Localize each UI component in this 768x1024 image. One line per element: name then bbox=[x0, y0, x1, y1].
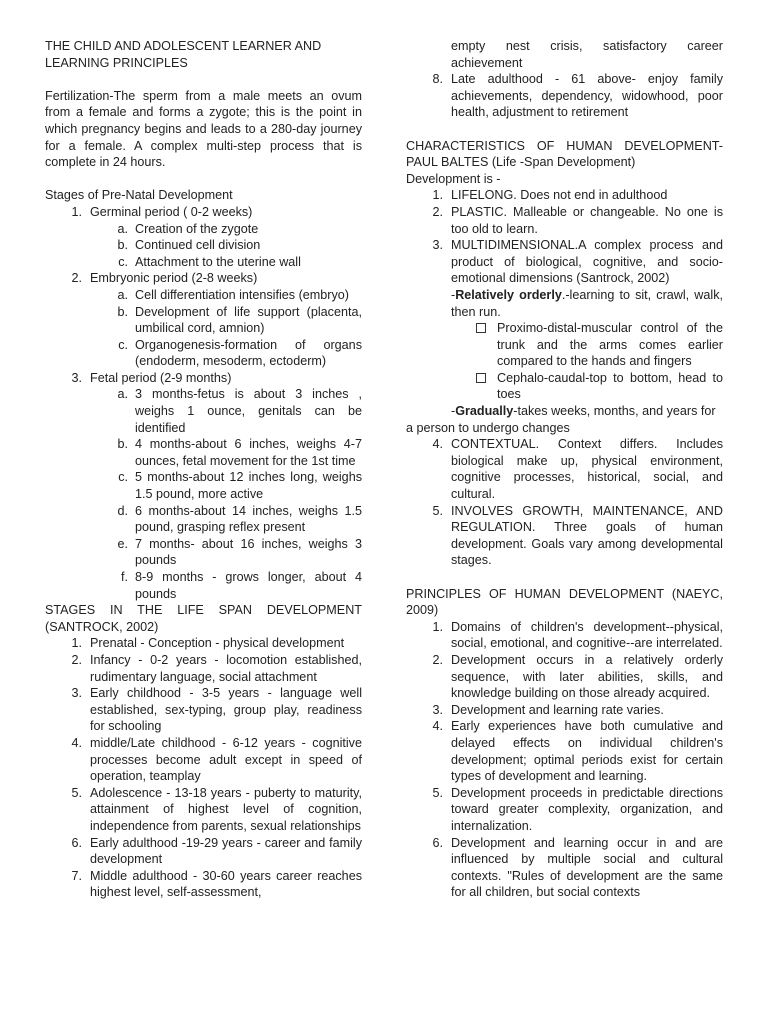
prenatal-heading: Stages of Pre-Natal Development bbox=[45, 188, 233, 203]
lifespan-heading: STAGES IN THE LIFE SPAN DEVELOPMENT (SANTROCK, 2002) bbox=[45, 603, 362, 634]
document-title: THE CHILD AND ADOLESCENT LEARNER AND LEARNING PRINCIPLES bbox=[45, 39, 322, 70]
lifespan-item: 6. Early adulthood -19-29 years - career and family development bbox=[71, 835, 362, 867]
principle-item: 1. Domains of children's development--physical, social, emotional, and cognitive--are interrelated. bbox=[432, 619, 723, 651]
characteristic-item: 3. MULTIDIMENSIONAL.A complex process and product of biological, cognitive, and socio-emotional dimensions (Santrock, 2002) bbox=[432, 238, 723, 286]
prenatal-subitem: a. Cell differentiation intensifies (embryo) bbox=[117, 287, 349, 302]
right-column bbox=[406, 38, 723, 901]
prenatal-subitem: c. Organogenesis-formation of organs (endoderm, mesoderm, ectoderm) bbox=[118, 337, 362, 369]
prenatal-sublist bbox=[90, 386, 362, 602]
characteristic-item: 4. CONTEXTUAL. Context differs. Includes biological make up, physical environment, cognitive processes, historical, social, and cultural. bbox=[432, 437, 723, 502]
checkbox-icon bbox=[476, 323, 486, 333]
development-is-label: Development is - bbox=[406, 171, 501, 186]
characteristics-list-continued bbox=[406, 436, 723, 569]
checkbox-item: Proximo-distal-muscular control of the trunk and the arms comes earlier compared to the hands and fingers bbox=[406, 320, 723, 370]
prenatal-subitem: a. 3 months-fetus is about 3 inches , weighs 1 ounce, genitals can be identified bbox=[117, 387, 362, 435]
lifespan-list-continued bbox=[406, 71, 723, 121]
prenatal-item: 2. Embryonic period (2-8 weeks) a. Cell differentiation intensifies (embryo) b. Development of life support (placenta, umbilical cord, amnion) c. Organogenesis-formation of organs (endoderm, mesoderm, ectoderm) bbox=[71, 271, 362, 369]
principle-item: 4. Early experiences have both cumulative and delayed effects on individual children's development; optimal periods exist for certain types of development and learning. bbox=[432, 719, 723, 784]
principle-item: 3. Development and learning rate varies. bbox=[432, 702, 664, 717]
prenatal-sublist bbox=[90, 287, 362, 370]
characteristics-heading: CHARACTERISTICS OF HUMAN DEVELOPMENT-PAUL BALTES (Life -Span Development) bbox=[406, 138, 723, 170]
lifespan-item: 8. Late adulthood - 61 above- enjoy family achievements, dependency, widowhood, poor health, adjustment to retirement bbox=[432, 72, 723, 120]
prenatal-subitem: c. Attachment to the uterine wall bbox=[118, 254, 301, 269]
characteristics-list bbox=[406, 187, 723, 287]
left-column bbox=[45, 38, 362, 901]
prenatal-subitem: b. 4 months-about 6 inches, weighs 4-7 ounces, fetal movement for the 1st time bbox=[117, 437, 362, 468]
lifespan-list bbox=[45, 635, 362, 901]
checkbox-list bbox=[406, 320, 723, 403]
principle-item: 5. Development proceeds in predictable directions toward greater complexity, organization, and internalization. bbox=[432, 785, 723, 833]
characteristic-item: 1. LIFELONG. Does not end in adulthood bbox=[432, 188, 668, 203]
characteristic-item: 2. PLASTIC. Malleable or changeable. No one is too old to learn. bbox=[432, 204, 723, 236]
prenatal-subitem: f. 8-9 months - grows longer, about 4 pounds bbox=[121, 570, 362, 601]
prenatal-subitem: d. 6 months-about 14 inches, weighs 1.5 pound, grasping reflex present bbox=[117, 503, 362, 535]
prenatal-item: 3. Fetal period (2-9 months) a. 3 months-fetus is about 3 inches , weighs 1 ounce, genitals can be identified b. 4 months-about 6 inches, weighs 4-7 ounces, fetal movement for the 1st time c. 5 months-about 12 inches long, weighs 1.5 pound, more active d. 6 months-about 14 inches, weighs 1.5 pound, grasping reflex present e. 7 months- about 16 inches, weighs 3 pounds f. 8-9 months - grows longer, about 4 pounds bbox=[71, 370, 362, 601]
lifespan-item: 4. middle/Late childhood - 6-12 years - cognitive processes become adult except in speed of operation, teamplay bbox=[71, 735, 362, 784]
prenatal-item: 1. Germinal period ( 0-2 weeks) a. Creation of the zygote b. Continued cell division c. Attachment to the uterine wall bbox=[45, 204, 362, 270]
relatively-orderly-paragraph: -Relatively orderly.-learning to sit, crawl, walk, then run. bbox=[451, 287, 723, 319]
prenatal-subitem: a. Creation of the zygote bbox=[117, 221, 259, 236]
prenatal-subitem: e. 7 months- about 16 inches, weighs 3 pounds bbox=[117, 536, 362, 568]
gradually-paragraph: -Gradually-takes weeks, months, and years for a person to undergo changes bbox=[406, 404, 716, 435]
lifespan-item: 1. Prenatal - Conception - physical development bbox=[71, 636, 345, 651]
principle-item: 6. Development and learning occur in and are influenced by multiple social and cultural contexts. "Rules of development are the same for all children, but social contexts bbox=[432, 835, 723, 900]
principles-heading: PRINCIPLES OF HUMAN DEVELOPMENT (NAEYC, 2009) bbox=[406, 586, 723, 618]
prenatal-subitem: c. 5 months-about 12 inches long, weighs 1.5 pound, more active bbox=[118, 470, 362, 502]
checkbox-item: Cephalo-caudal-top to bottom, head to toes bbox=[406, 370, 723, 403]
prenatal-subitem: b. Continued cell division bbox=[117, 238, 261, 253]
fertilization-paragraph bbox=[45, 88, 362, 171]
lifespan-item-7-continued: empty nest crisis, satisfactory career achievement bbox=[451, 39, 723, 70]
gradually-term: Gradually bbox=[455, 404, 514, 419]
relatively-orderly-term: Relatively orderly bbox=[455, 287, 562, 302]
lifespan-item: 3. Early childhood - 3-5 years - language well established, sex-typing, group play, readiness for schooling bbox=[71, 686, 362, 734]
fertilization-term: Fertilization- bbox=[45, 88, 114, 103]
lifespan-item: 7. Middle adulthood - 30-60 years career reaches highest level, self-assessment, bbox=[71, 868, 362, 900]
prenatal-sublist bbox=[90, 221, 362, 271]
fertilization-text: The sperm from a male meets an ovum from a female and forms a zygote; this is the point in which pregnancy begins and leads to a 280-day journey for a female. A complex multi-step process that is complete in 24 hours. bbox=[45, 88, 362, 170]
checkbox-icon bbox=[476, 373, 486, 383]
lifespan-item: 2. Infancy - 0-2 years - locomotion established, rudimentary language, social attachment bbox=[71, 652, 362, 684]
principles-list bbox=[406, 619, 723, 901]
lifespan-item: 5. Adolescence - 13-18 years - puberty to maturity, attainment of highest level of cognition, independence from parents, sexual relationships bbox=[71, 785, 362, 833]
prenatal-subitem: b. Development of life support (placenta, umbilical cord, amnion) bbox=[117, 304, 362, 336]
principle-item: 2. Development occurs in a relatively orderly sequence, with later abilities, skills, and knowledge building on those already acquired. bbox=[432, 652, 723, 701]
characteristic-item: 5. INVOLVES GROWTH, MAINTENANCE, AND REGULATION. Three goals of human development. Goals vary among developmental stages. bbox=[432, 503, 723, 568]
prenatal-list bbox=[45, 204, 362, 602]
